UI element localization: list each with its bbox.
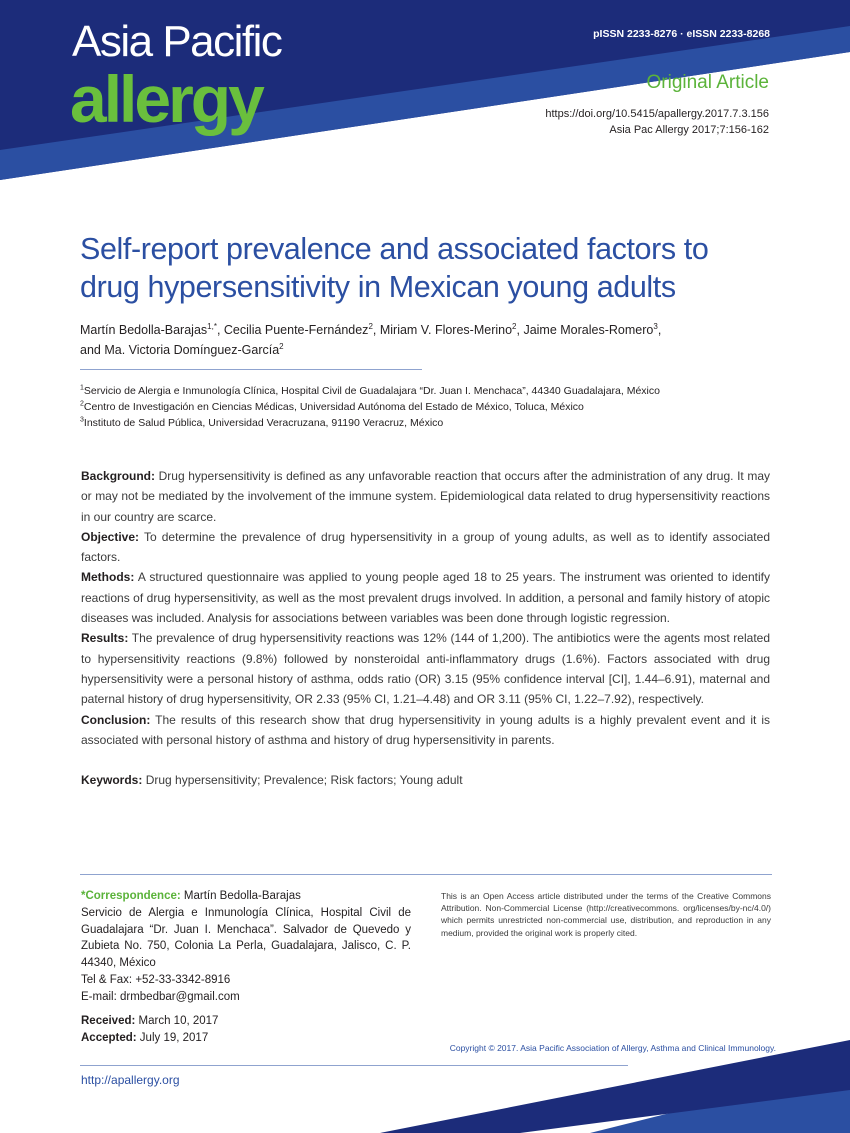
dates-block [81, 1013, 218, 1047]
correspondence-block [81, 888, 411, 1006]
article-title-line1: Self-report prevalence and associated factors to [80, 232, 709, 266]
author-name: Martín Bedolla-Barajas [80, 323, 208, 337]
author-name: Cecilia Puente-Fernández [223, 323, 369, 337]
abstract-section-label: Results: [81, 631, 129, 646]
received-date [81, 1013, 218, 1030]
divider [80, 874, 772, 875]
author-separator: , [516, 323, 524, 337]
divider [80, 1065, 628, 1066]
correspondence-label: *Correspondence: [81, 890, 181, 902]
accepted-label: Accepted: [81, 1031, 137, 1044]
correspondence-name: Martín Bedolla-Barajas [180, 890, 301, 902]
author-separator: , [216, 323, 224, 337]
author-affiliation-sup: 2 [368, 321, 373, 331]
author-affiliation-sup: 3 [653, 321, 658, 331]
abstract-section-text: The prevalence of drug hypersensitivity reactions was 12% (144 of 1,200). The antibiotics were the agents most related to hypersensitivity reactions (9.8%) followed by nonsteroidal anti-inflammatory drugs (1.6%). Factors associated with drug hypersensitivity were a personal history of asthma, odds ratio (OR) 3.15 (95% confidence interval [CI], 1.44–6.91), maternal and paternal history of drug hypersensitivity, OR 2.33 (95% CI, 1.21–4.48) and OR 3.11 (95% CI, 1.22–7.92), respectively. [81, 631, 770, 707]
received-label: Received: [81, 1015, 136, 1027]
copyright-text: Copyright © 2017. Asia Pacific Association of Allergy, Asthma and Clinical Immunology. [449, 1043, 776, 1053]
received-value: March 10, 2017 [135, 1015, 219, 1027]
abstract-section-label: Methods: [81, 570, 135, 585]
license-text: This is an Open Access article distributed under the terms of the Creative Commons Attribution. Non-Commercial License (http://creativecommons. org/licenses/by-nc/4.0/) which permits unrestricted non-commercial use, distribution, and reproduction in any medium, provided the original work is properly cited. [441, 891, 771, 938]
author-affiliation-sup: 2 [279, 341, 284, 351]
affiliation-number: 2 [80, 400, 84, 408]
abstract-section-text: The results of this research show that drug hypersensitivity in young adults is a highly prevalent event and it is associated with personal history of asthma and history of drug hypersensitivity in parents. [81, 712, 770, 747]
accepted-date [81, 1030, 218, 1047]
keywords-label: Keywords: [81, 773, 143, 787]
divider [80, 369, 422, 370]
article-title [80, 230, 780, 306]
abstract-section [81, 567, 770, 628]
correspondence-address: Servicio de Alergia e Inmunología Clínica, Hospital Civil de Guadalajara “Dr. Juan I. Menchaca”. Salvador de Quevedo y Zubieta No. 750, Colonia La Perla, Guadalajara, Jalisco, C. P. 44340, México [81, 906, 411, 970]
author-separator: , [657, 323, 662, 337]
affiliation-number: 3 [80, 416, 84, 424]
abstract [81, 466, 770, 750]
journal-logo-line1: Asia Pacific [72, 17, 282, 66]
abstract-section [81, 527, 770, 568]
affiliation-text: Centro de Investigación en Ciencias Médicas, Universidad Autónoma del Estado de México, Toluca, México [83, 401, 584, 413]
abstract-section [81, 710, 770, 751]
author-affiliation-sup: 1,* [207, 321, 217, 331]
article-title-line2: drug hypersensitivity in Mexican young adults [80, 270, 676, 304]
affiliation-item [80, 415, 780, 431]
abstract-section [81, 628, 770, 709]
abstract-section [81, 466, 770, 527]
correspondence-tel: Tel & Fax: +52-33-3342-8916 [81, 973, 231, 986]
keywords-text: Drug hypersensitivity; Prevalence; Risk factors; Young adult [142, 773, 463, 787]
abstract-section-text: To determine the prevalence of drug hypersensitivity in a group of young adults, as well as to identify associated factors. [81, 529, 770, 565]
correspondence-heading [81, 888, 411, 905]
affiliation-item [80, 383, 780, 399]
abstract-section-label: Objective: [81, 529, 140, 544]
abstract-section-text: Drug hypersensitivity is defined as any unfavorable reaction that occurs after the administration of any drug. It may or may not be mediated by the involvement of the immune system. Epidemiological data related to drug hypersensitivity reactions in our country are scarce. [81, 469, 770, 524]
journal-site-link[interactable]: http://apallergy.org [81, 1073, 180, 1087]
affiliation-item [80, 399, 780, 415]
citation-text: Asia Pac Allergy 2017;7:156-162 [609, 124, 769, 136]
author-separator: , [372, 323, 380, 337]
author-name: and Ma. Victoria Domínguez-García [80, 343, 280, 357]
author-list [80, 320, 780, 360]
author-name: Miriam V. Flores-Merino [379, 323, 513, 337]
abstract-section-label: Conclusion: [81, 712, 151, 727]
article-type: Original Article [646, 72, 769, 93]
author-name: Jaime Morales-Romero [523, 323, 654, 337]
issn-text: pISSN 2233-8276 · eISSN 2233-8268 [593, 28, 770, 40]
journal-logo-line2: allergy [70, 62, 262, 136]
keywords [81, 771, 770, 789]
author-affiliation-sup: 2 [512, 321, 517, 331]
affiliation-text: Servicio de Alergia e Inmunología Clínica, Hospital Civil de Guadalajara “Dr. Juan I. Menchaca”, 44340 Guadalajara, México [83, 385, 660, 397]
correspondence-email[interactable]: E-mail: drmbedbar@gmail.com [81, 990, 240, 1003]
affiliation-number: 1 [80, 384, 84, 392]
affiliation-text: Instituto de Salud Pública, Universidad Veracruzana, 91190 Veracruz, México [83, 417, 444, 429]
abstract-section-text: A structured questionnaire was applied to young people aged 18 to 25 years. The instrument was oriented to identify reactions of drug hypersensitivity, as well as the most prevalent drugs involved. In addition, a personal and family history of atopic diseases was included. Analysis for associations between variables was been done through logistic regression. [81, 570, 770, 626]
affiliation-list [80, 383, 780, 431]
accepted-value: July 19, 2017 [136, 1031, 209, 1044]
abstract-section-label: Background: [81, 469, 156, 483]
doi-block [545, 106, 769, 138]
doi-link[interactable]: https://doi.org/10.5415/apallergy.2017.7.3.156 [545, 108, 769, 120]
